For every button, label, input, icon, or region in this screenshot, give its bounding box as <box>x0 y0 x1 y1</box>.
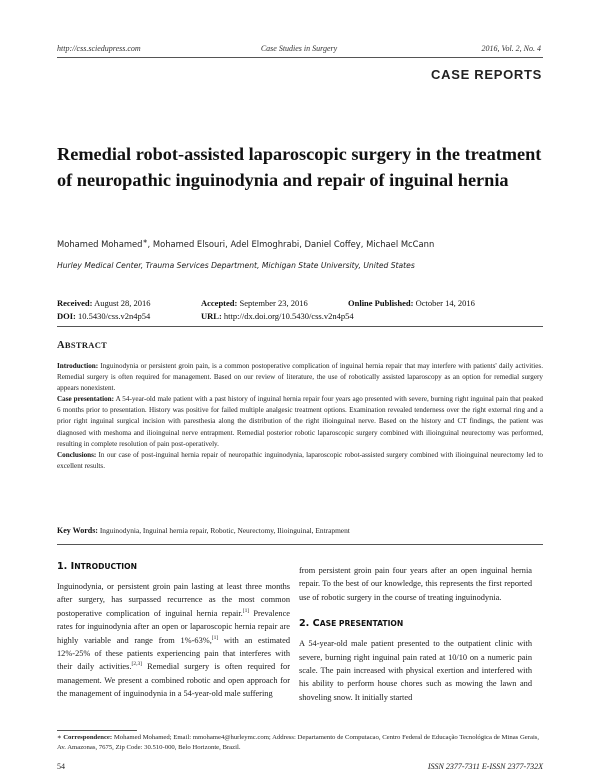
keywords <box>57 526 543 535</box>
dates-row <box>57 298 543 310</box>
right-column <box>299 564 532 704</box>
accepted-date: September 23, 2016 <box>239 298 308 308</box>
doi-value[interactable]: 10.5430/css.v2n4p54 <box>78 311 151 321</box>
correspondence-footnote: ∗ Correspondence: Mohamed Mohamed; Email: mmohame4@hurleymc.com; Address: Departamento de Computacao, Centro Federal de Educação Tecnológica de Minas Gerais, Av. Amazonas, 7675, Zip Code: 30.510-000, Belo Horizonte, Brazil. <box>57 734 540 751</box>
article-title: Remedial robot-assisted laparoscopic surgery in the treatment of neuropathic inguinodynia and repair of inguinal hernia <box>57 144 542 190</box>
issue-info: 2016, Vol. 2, No. 4 <box>481 44 541 53</box>
page-footer <box>57 762 543 772</box>
page-number: 54 <box>57 762 65 771</box>
corresponding-marker: ∗ <box>142 238 148 245</box>
citation-link[interactable]: [2,3] <box>131 661 143 668</box>
doi-label: DOI: <box>57 311 76 321</box>
journal-name: Case Studies in Surgery <box>260 44 338 53</box>
introduction-paragraph: Inguinodynia, or persistent groin pain lasting at least three months after surgery, has surpassed recurrence as the most common postoperative complication of inguinal hernia repair.[1] Prevalence rates for inguinodynia after an open or laparoscopic hernia repair are highly variable and range from 1%-63%,[1] with an estimated 12%-25% of these patients experiencing pain that interferes with their daily activities.[2,3] Remedial surgery is often required for management. We present a combined robotic and open approach for the management of inguinodynia in a 54-year-old male suffering <box>57 582 290 699</box>
abstract-case: Case presentation: A 54-year-old male patient with a past history of inguinal hernia repair four years ago presented with severe, burning right inguinal pain that peaked 6 months prior to presentation. History was positive for failed multiple analgesic treatment options. Examination revealed tenderness over the right external ring and a prior right inguinal surgical incision with paresthesia along the distribution of the right ilioinguinal nerve. Based on the history and CT findings, the patient was diagnosed with meshoma and ilioinguinal nerve entrapment. Remedial posterior robotic laparoscopic surgery combined with ilioinguinal neurectomy was performed, resulting in complete resolution of pain post-operatively. <box>57 395 543 448</box>
published-date: October 14, 2016 <box>415 298 475 308</box>
abstract-body <box>57 361 543 472</box>
body-rule <box>57 544 543 545</box>
co-authors: , Mohamed Elsouri, Adel Elmoghrabi, Daniel Coffey, Michael McCann <box>147 238 435 249</box>
left-column <box>57 560 290 701</box>
journal-url[interactable]: http://css.sciedupress.com <box>57 44 141 53</box>
abstract-introduction: Introduction: Inguinodynia or persistent groin pain, is a common postoperative complication of inguinal hernia repair that may interfere with patients' daily activities. Remedial surgery is often required for management. Based on our review of literature, the use of robotically assisted laparoscopy as an option for remedial surgery appears nonexistent. <box>57 362 543 393</box>
accepted-label: Accepted: <box>201 298 238 308</box>
case-presentation-heading: 2. CASE PRESENTATION <box>299 618 404 630</box>
received-label: Received: <box>57 298 93 308</box>
author-list <box>57 238 543 249</box>
case-presentation-paragraph: A 54-year-old male patient presented to the outpatient clinic with severe, burning right inguinal pain rated at 10/10 on a numeric pain scale. The pain increased with physical exertion and interfered with his ability to perform house chores such as mowing the lawn and shoveling snow. It initially started <box>299 639 532 702</box>
identifier-row <box>57 311 543 323</box>
affiliation: Hurley Medical Center, Trauma Services Department, Michigan State University, United States <box>57 261 415 270</box>
citation-link[interactable]: [1] <box>242 608 250 615</box>
corresponding-author: Mohamed Mohamed <box>57 238 143 249</box>
keywords-label: Key Words: <box>57 526 98 535</box>
header-rule <box>57 57 543 58</box>
received-date: August 28, 2016 <box>94 298 151 308</box>
citation-link[interactable]: [1] <box>211 634 219 641</box>
url-value[interactable]: http://dx.doi.org/10.5430/css.v2n4p54 <box>223 311 354 321</box>
introduction-continued: from persistent groin pain four years after an open inguinal hernia repair. To the best of our knowledge, this represents the first reported use of robotic surgery in the course of treating inguinodynia. <box>299 566 532 602</box>
meta-rule <box>57 326 543 327</box>
url-label: URL: <box>201 311 222 321</box>
issn: ISSN 2377-7311 E-ISSN 2377-732X <box>427 762 543 771</box>
abstract-conclusions: Conclusions: In our case of post-inguinal hernia repair of neuropathic inguinodynia, laparoscopic robot-assisted surgery combined with ilioinguinal neurectomy led to excellent results. <box>57 450 543 470</box>
abstract-heading: ABSTRACT <box>57 340 108 351</box>
running-header <box>57 44 541 56</box>
keywords-text: Inguinodynia, Inguinal hernia repair, Robotic, Neurectomy, Ilioinguinal, Entrapment <box>97 526 350 535</box>
introduction-heading: 1. INTRODUCTION <box>57 561 137 572</box>
footnote-rule <box>57 730 137 731</box>
section-label: CASE REPORTS <box>431 67 542 82</box>
published-label: Online Published: <box>348 298 414 308</box>
